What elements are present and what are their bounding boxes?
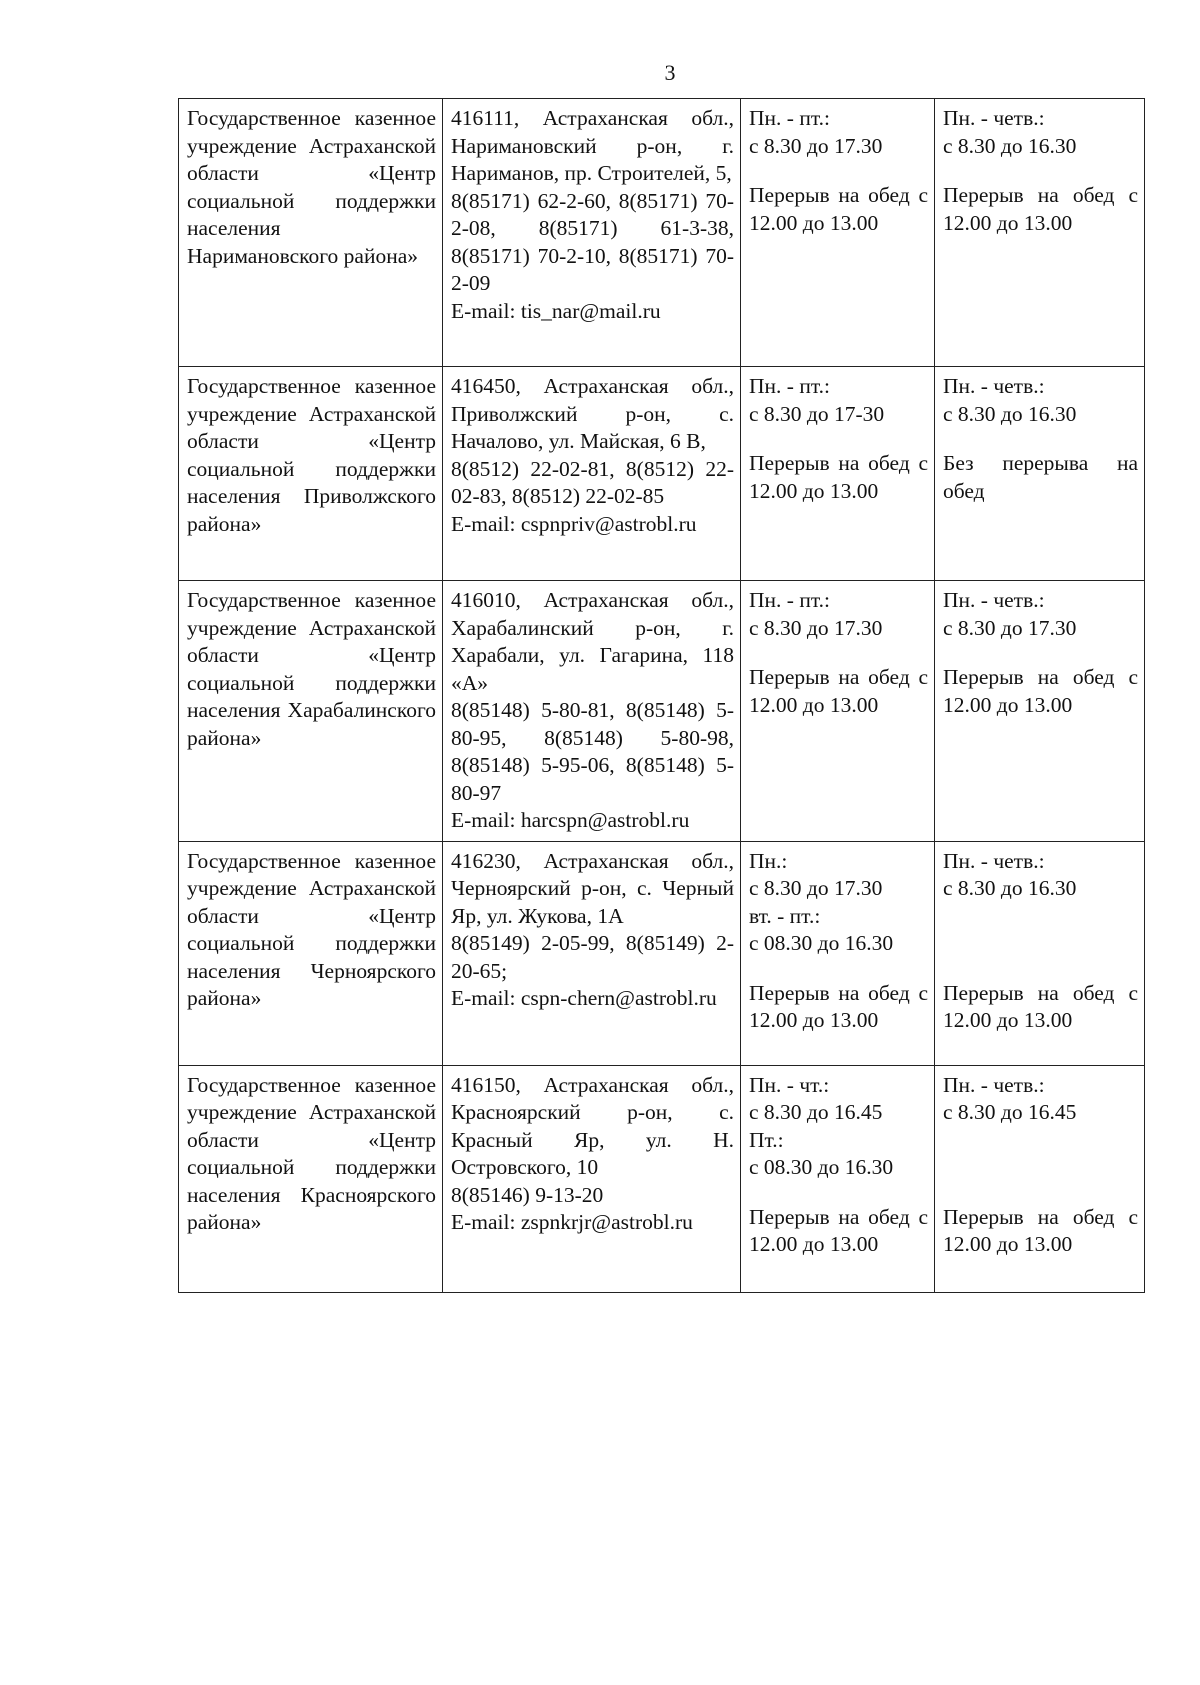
days-label: Пн. - пт.: — [749, 588, 830, 612]
lunch-break: Перерыв на обед с 12.00 до 13.00 — [943, 665, 1138, 717]
institution-name: Государственное казенное учреждение Астраханской области «Центр социальной поддержки населения Харабалинского района» — [187, 588, 436, 750]
contacts-cell — [443, 841, 741, 1065]
days-label: вт. - пт.: — [749, 903, 821, 928]
institution-cell — [179, 367, 443, 581]
days-label: Пн.: — [749, 848, 788, 873]
schedule-cell-alt — [935, 367, 1145, 581]
days-label: Пт.: — [749, 1127, 784, 1152]
institution-name: Государственное казенное учреждение Астраханской области «Центр социальной поддержки населения Приволжского района» — [187, 374, 436, 536]
days-label: Пн. - пт.: — [749, 106, 830, 130]
institution-name: Государственное казенное учреждение Астраханской области «Центр социальной поддержки населения Наримановского района» — [187, 106, 436, 268]
institution-cell — [179, 99, 443, 367]
hours: с 08.30 до 16.30 — [749, 1155, 894, 1179]
schedule-cell — [741, 367, 935, 581]
lunch-break: Перерыв на обед с 12.00 до 13.00 — [749, 183, 928, 235]
table-row — [179, 1065, 1145, 1292]
institution-name: Государственное казенное учреждение Астраханской области «Центр социальной поддержки населения Черноярского района» — [187, 848, 436, 1010]
days-label: Пн. - четв.: — [943, 106, 1045, 130]
hours: с 8.30 до 17.30 — [749, 133, 883, 158]
hours: с 8.30 до 16.30 — [943, 876, 1077, 900]
hours: с 8.30 до 17-30 — [749, 401, 885, 426]
days-label: Пн. - пт.: — [749, 374, 830, 398]
days-label: Пн. - чт.: — [749, 1072, 830, 1097]
schedule-cell-alt — [935, 99, 1145, 367]
address: 416111, Астраханская обл., Наримановский р-он, г. Нариманов, пр. Строителей, 5, — [451, 106, 734, 185]
institutions-table — [178, 98, 1145, 1293]
lunch-break: Перерыв на обед с 12.00 до 13.00 — [943, 980, 1138, 1032]
lunch-break: Перерыв на обед с 12.00 до 13.00 — [943, 1204, 1138, 1256]
contacts-cell — [443, 99, 741, 367]
schedule-cell-alt — [935, 581, 1145, 842]
table-row — [179, 841, 1145, 1065]
contacts-cell — [443, 367, 741, 581]
schedule-cell — [741, 581, 935, 842]
table-row — [179, 99, 1145, 367]
schedule-cell — [741, 99, 935, 367]
schedule-cell — [741, 841, 935, 1065]
hours: с 8.30 до 16.30 — [943, 401, 1077, 426]
institution-name: Государственное казенное учреждение Астраханской области «Центр социальной поддержки населения Красноярского района» — [187, 1072, 436, 1234]
hours: с 8.30 до 16.30 — [943, 133, 1077, 158]
schedule-cell-alt — [935, 1065, 1145, 1292]
page-number: 3 — [664, 60, 676, 85]
hours: с 08.30 до 16.30 — [749, 931, 894, 955]
lunch-break: Без перерыва на обед — [943, 451, 1138, 503]
phones: 8(85146) 9-13-20 — [451, 1182, 604, 1207]
institution-cell — [179, 581, 443, 842]
lunch-break: Перерыв на обед с 12.00 до 13.00 — [749, 665, 928, 717]
hours: с 8.30 до 17.30 — [749, 615, 883, 640]
schedule-cell-alt — [935, 841, 1145, 1065]
lunch-break: Перерыв на обед с 12.00 до 13.00 — [943, 183, 1138, 235]
address: 416230, Астраханская обл., Черноярский р-он, с. Черный Яр, ул. Жукова, 1А — [451, 848, 734, 928]
hours: с 8.30 до 16.45 — [749, 1100, 883, 1124]
schedule-cell — [741, 1065, 935, 1292]
phones: 8(85148) 5-80-81, 8(85148) 5-80-95, 8(85148) 5-80-98, 8(85148) 5-95-06, 8(85148) 5-80-97 — [451, 698, 734, 805]
days-label: Пн. - четв.: — [943, 374, 1045, 398]
address: 416010, Астраханская обл., Харабалинский р-он, г. Харабали, ул. Гагарина, 118 «А» — [451, 588, 734, 695]
email: E-mail: zspnkrjr@astrobl.ru — [451, 1210, 693, 1234]
email: E-mail: cspn-chern@astrobl.ru — [451, 986, 717, 1010]
hours: с 8.30 до 17.30 — [943, 615, 1077, 640]
phones: 8(8512) 22-02-81, 8(8512) 22-02-83, 8(8512) 22-02-85 — [451, 456, 734, 508]
days-label: Пн. - четв.: — [943, 848, 1045, 873]
email: E-mail: harcspn@astrobl.ru — [451, 808, 690, 832]
lunch-break: Перерыв на обед с 12.00 до 13.00 — [749, 451, 928, 503]
hours: с 8.30 до 16.45 — [943, 1100, 1077, 1124]
hours: с 8.30 до 17.30 — [749, 876, 883, 900]
contacts-cell — [443, 1065, 741, 1292]
address: 416150, Астраханская обл., Красноярский р-он, с. Красный Яр, ул. Н. Островского, 10 — [451, 1072, 734, 1179]
table-row — [179, 581, 1145, 842]
institution-cell — [179, 1065, 443, 1292]
contacts-cell — [443, 581, 741, 842]
table-row — [179, 367, 1145, 581]
phones: 8(85171) 62-2-60, 8(85171) 70-2-08, 8(85171) 61-3-38, 8(85171) 70-2-10, 8(85171) 70-2-09 — [451, 188, 734, 295]
lunch-break: Перерыв на обед с 12.00 до 13.00 — [749, 1204, 928, 1256]
email: E-mail: cspnpriv@astrobl.ru — [451, 511, 697, 536]
institution-cell — [179, 841, 443, 1065]
email: E-mail: tis_nar@mail.ru — [451, 298, 661, 323]
phones: 8(85149) 2-05-99, 8(85149) 2-20-65; — [451, 931, 734, 983]
address: 416450, Астраханская обл., Приволжский р-он, с. Началово, ул. Майская, 6 В, — [451, 374, 734, 453]
days-label: Пн. - четв.: — [943, 588, 1045, 612]
days-label: Пн. - четв.: — [943, 1072, 1045, 1097]
lunch-break: Перерыв на обед с 12.00 до 13.00 — [749, 980, 928, 1032]
